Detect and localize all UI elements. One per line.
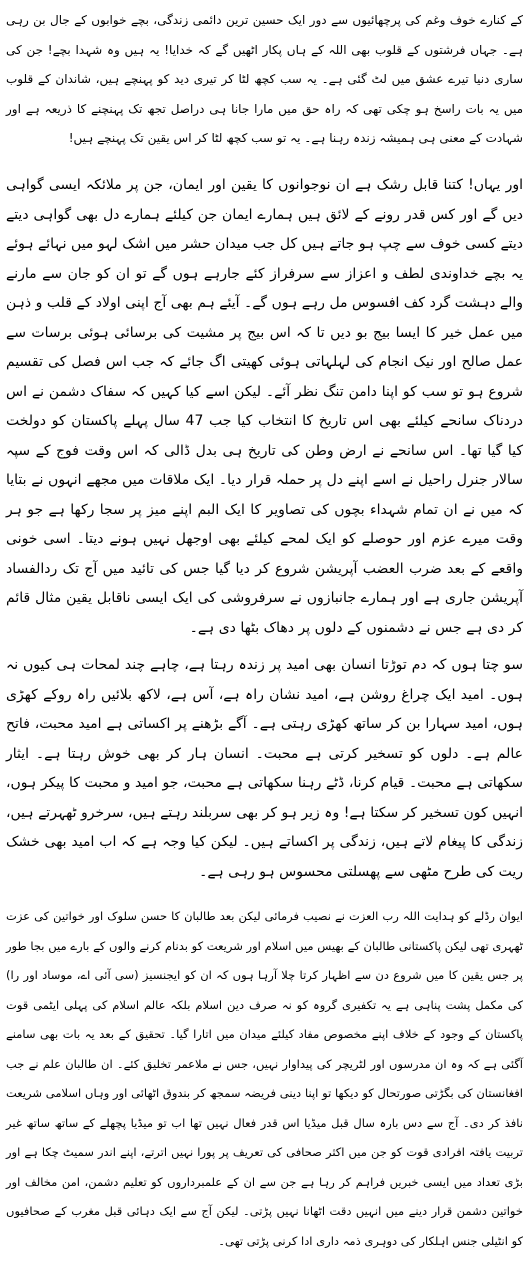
paragraph-1: کے کنارے خوف وغم کی پرچھائیوں سے دور ایک حسین ترین دائمی زندگی، بچے خوابوں کے جال بن رہی ہے۔ جہاں فرشتوں کے قلوب بھی اللہ کے ہاں پکار اٹھیں گے کہ خدایا! یہ ہیں وہ شہدا بچے! جن کی ساری دنیا تیرے عشق میں لٹ گئی ہے۔ یہ سب کچھ لٹا کر تیری دید کو پہنچے ہیں، شاندان کے قلوب میں یہ بات راسخ ہو چکی تھی کہ راہ حق میں مارا جانا ہی دراصل تجھ تک پہنچنے کا ذریعہ ہے اور شہادت کے معنی ہی ہمیشہ زندہ رہنا ہے۔ یہ تو سب کچھ لٹا کر اس یقین تک پہنچے ہیں!: [6, 13, 523, 145]
paragraph-2: اور یہاں! کتنا قابل رشک ہے ان نوجوانوں کا یقین اور ایمان، جن پر ملائکہ ایسی گواہی دیں گے اور کس قدر رونے کے لائق ہیں ہمارے ایمان جن کیلئے ہمارے دل بھی گواہی دیتے دیتے کسی خوف سے چپ ہو جاتے ہیں کل جب میدان حشر میں اشک لہو میں نہائے ہوئے یہ بچے خداوندی لطف و اعزاز سے سرفراز کئے جارہے ہوں گے تو ان کو جان سے مارنے والے دہشت گرد کف افسوس مل رہے ہوں گے۔ آیئے ہم بھی آج اپنی اولاد کے قلب و ذہن میں عمل خیر کا ایسا بیج بو دیں تا کہ اس بیج پر مشیت کی برسائی ہوئی برسات سے عمل صالح اور نیک انجام کی لہلہاتی ہوئی کھیتی اگ جائے کہ جب اس فصل کی تقسیم شروع ہو تو سب کو اپنا دامن تنگ نظر آئے۔ لیکن اسے کیا کہیں کہ سفاک دشمن نے اس دردناک سانحے کیلئے بھی اس تاریخ کا انتخاب کیا جب 47 سال پہلے پاکستان کو دولخت کیا گیا تھا۔ اس سانحے نے ارض وطن کی تاریخ ہی بدل ڈالی کہ اس وقت فوج کے سپہ سالار جنرل راحیل نے اسے اپنے دل پر حملہ قرار دیا۔ ایک ملاقات میں مجھے انہوں نے بتایا کہ میں نے ان تمام شہداء بچوں کی تصاویر کا ایک البم اپنے میز پر سجا رکھا ہے جو ہر وقت میرے عزم اور حوصلے کو ایک لمحے کیلئے بھی اوجھل نہیں ہونے دیتا۔ اسی خونی واقعے کے بعد ضرب العضب آپریشن شروع کر دیا گیا جس کی تائید میں آج تک ردالفساد آپریشن جاری ہے اور ہمارے جانبازوں نے سرفروشی کی ایک ایسی ناقابل یقین مثال قائم کر دی ہے جس نے دشمنوں کے دلوں پر دھاک بٹھا دی ہے۔: [6, 177, 524, 636]
paragraph-3: سو چتا ہوں کہ دم توڑتا انسان بھی امید پر زندہ رہتا ہے، چاہے چند لمحات ہی کیوں نہ ہوں۔ امید ایک چراغ روشن ہے، امید نشان راہ ہے، آس ہے، لاکھ بلائیں راہ روکے کھڑی ہوں، امید سہارا بن کر ساتھ کھڑی رہتی ہے۔ آگے بڑھنے پر اکساتی ہے امید محبت، فاتح عالم ہے۔ دلوں کو تسخیر کرتی ہے محبت۔ انسان ہار کر بھی خوش رہتا ہے۔ ایثار سکھاتی ہے محبت۔ قیام کرنا، ڈٹے رہنا سکھاتی ہے محبت، جو امید و محبت کا پیکر ہوں، انہیں کون تسخیر کر سکتا ہے! وہ زیر ہو کر بھی سربلند رہتے ہیں، سرخرو ٹھہرتے ہیں، زندگی کا پیغام لاتے ہیں، زندگی پر اکساتے ہیں۔ لیکن کیا وجہ ہے کہ اب امید بھی خشک ریت کی طرح مٹھی سے پھسلتی محسوس ہو رہی ہے۔: [6, 657, 523, 880]
paragraph-4: ایوان رڈلے کو ہدایت اللہ رب العزت نے نصیب فرمائی لیکن بعد طالبان کا حسن سلوک اور خواتین کی عزت ٹھہری تھی لیکن پاکستانی طالبان کے بھیس میں اسلام اور شریعت کو بدنام کرنے والوں کے بارے میں بجا طور پر جس یقین کا میں شروع دن سے اظہار کرتا چلا آرہا ہوں کہ ان کو ایجنسیز (سی آئی اے، موساد اور را) کی مکمل پشت پناہی ہے یہ تکفیری گروہ کو نہ صرف دین اسلام بلکہ عالم اسلام کی پہلی ایٹمی قوت پاکستان کے وجود کے خلاف اپنے مخصوص مفاد کیلئے میدان میں اتارا گیا۔ تحقیق کے بعد یہ بات بھی سامنے آگئی ہے کہ وہ ان مدرسوں اور لٹریچر کی پیداوار نہیں، جس نے ملاعمر تخلیق کئے۔ ان طالبان علم نے جب افغانستان کی بگڑتی صورتحال کو دیکھا تو اپنا دینی فریضہ سمجھ کر بندوق اٹھائی اور وہاں اسلامی شریعت نافذ کر دی۔ آج سے دس بارہ سال قبل میڈیا اس قدر فعال نہیں تھا اب تو میڈیا پچھلے کے ساتھ ساتھ غیر تربیت یافتہ افرادی قوت کو جن میں اکثر صحافی کی تعریف پر پورا نہیں اترتے، اپنے اندر سمیٹ چکا ہے اور بڑی تعداد میں ایسی خبریں فراہم کر رہا ہے جن سے ان کے علمبرداروں کو تعلیم دشمن، امن مخالف اور خواتین دشمن قرار دینے میں انہیں دقت اٹھانا نہیں پڑتی۔ لیکن آج سے ایک دہائی قبل مغرب کے صحافیوں کو انٹیلی جنس اہلکار کی دوہری ذمہ داری ادا کرنی پڑتی تھی۔: [6, 909, 523, 1248]
